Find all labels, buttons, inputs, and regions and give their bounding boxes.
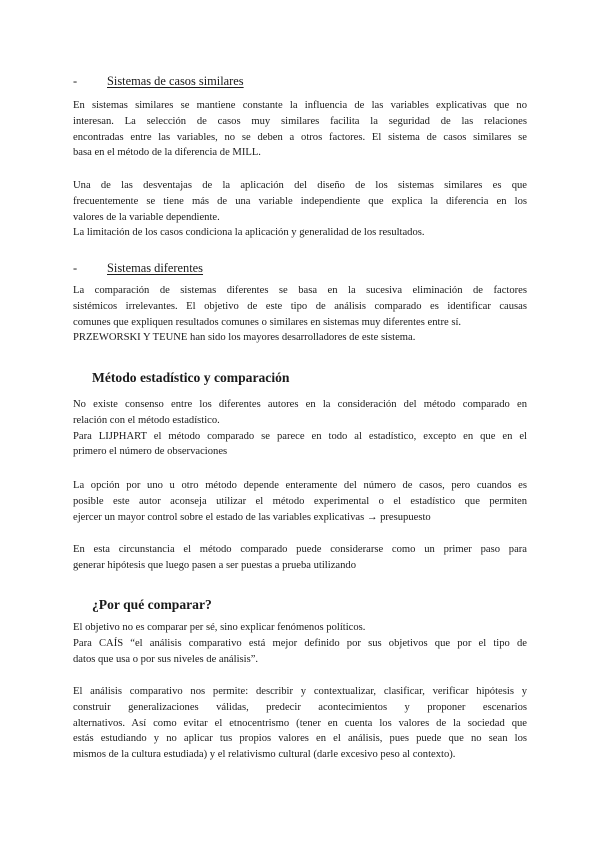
text-line: La limitación de los casos condiciona la aplicación y generalidad de los resultados.: [73, 227, 425, 239]
text-line: relación con el método estadístico.: [73, 414, 220, 426]
list-dash: -: [73, 261, 78, 275]
text-line: sistémicos irrelevantes. El objetivo de este tipo de análisis comparado es identificar causas: [73, 300, 527, 312]
paragraph-opcion-metodo: [73, 478, 527, 525]
heading-metodo-estadistico: Método estadístico y comparación: [92, 370, 290, 385]
text-line: basa en el método de la diferencia de MILL.: [73, 147, 261, 159]
text-line: estás estudiando y no aplicar tus propios valores en el análisis, pues puede que no sean los: [73, 733, 527, 745]
text-line: No existe consenso entre los diferentes autores en la consideración del método comparado en: [73, 399, 527, 410]
text-line: En sistemas similares se mantiene constante la influencia de las variables explicativas que no: [73, 100, 527, 111]
paragraph-objetivo: [73, 620, 527, 667]
paragraph-consenso: [73, 397, 527, 460]
text-line: Para CAÍS “el análisis comparativo está mejor definido por sus objetivos que por el tipo de: [73, 637, 527, 649]
text-line: La comparación de sistemas diferentes se basa en la sucesiva eliminación de factores: [73, 285, 527, 296]
paragraph-analisis-comparativo: [73, 684, 527, 763]
text-line: Para LIJPHART el método comparado se parece en todo al estadístico, excepto en que en el: [73, 430, 527, 442]
text-line: La opción por uno u otro método depende enteramente del número de casos, pero cuandos es: [73, 480, 527, 491]
paragraph-sistemas-diferentes: [73, 283, 527, 346]
text-line: El objetivo no es comparar per sé, sino explicar fenómenos políticos.: [73, 622, 366, 633]
text-line: datos que usa o por sus niveles de análisis”.: [73, 653, 259, 665]
text-line: frecuentemente se tiene más de una variable independiente que explica la diferencia en los: [73, 195, 527, 207]
paragraph-sistemas-similares-2: [73, 178, 527, 241]
text-line: encontradas entre las variables, no se deben a otros factores. El sistema de casos similares se: [73, 131, 527, 143]
paragraph-sistemas-similares-1: [73, 98, 527, 161]
list-dash: -: [73, 74, 78, 88]
subheading-title: Sistemas diferentes: [107, 261, 204, 275]
text-line: generar hipótesis que luego pasen a ser puestas a prueba utilizando: [73, 559, 356, 571]
text-line: mismos de la cultura estudiada) y el relativismo cultural (darle excesivo peso al contexto).: [73, 749, 456, 761]
text-line: El análisis comparativo nos permite: describir y contextualizar, clasificar, verificar hipótesis y: [73, 686, 527, 697]
text-line: comunes que expliquen resultados comunes o similares en sistemas muy diferentes entre sí.: [73, 316, 462, 328]
text-line: interesan. La selección de casos muy similares facilita la seguridad de las relaciones: [73, 115, 527, 127]
paragraph-circunstancia: [73, 542, 527, 574]
text-line: valores de la variable dependiente.: [73, 211, 220, 223]
heading-por-que-comparar: ¿Por qué comparar?: [92, 597, 212, 612]
text-line: construir generalizaciones válidas, predecir acontecimientos y proponer escenarios: [73, 701, 527, 713]
text-line: ejercer un mayor control sobre el estado de las variables explicativas → presupuesto: [73, 511, 431, 523]
text-line: En esta circunstancia el método comparado puede considerarse como un primer paso para: [73, 544, 527, 555]
text-line: primero el número de observaciones: [73, 446, 228, 458]
subheading-title: Sistemas de casos similares: [107, 74, 244, 88]
text-line: Una de las desventajas de la aplicación del diseño de los sistemas similares es que: [73, 180, 527, 191]
text-line: alternativos. Así como evitar el etnocentrismo (tener en cuenta los valores de la sociedad que: [73, 717, 527, 729]
text-line: PRZEWORSKI Y TEUNE han sido los mayores desarrolladores de este sistema.: [73, 332, 416, 344]
text-line: posible este autor aconseja utilizar el método experimental o el estadístico que permiten: [73, 495, 527, 507]
